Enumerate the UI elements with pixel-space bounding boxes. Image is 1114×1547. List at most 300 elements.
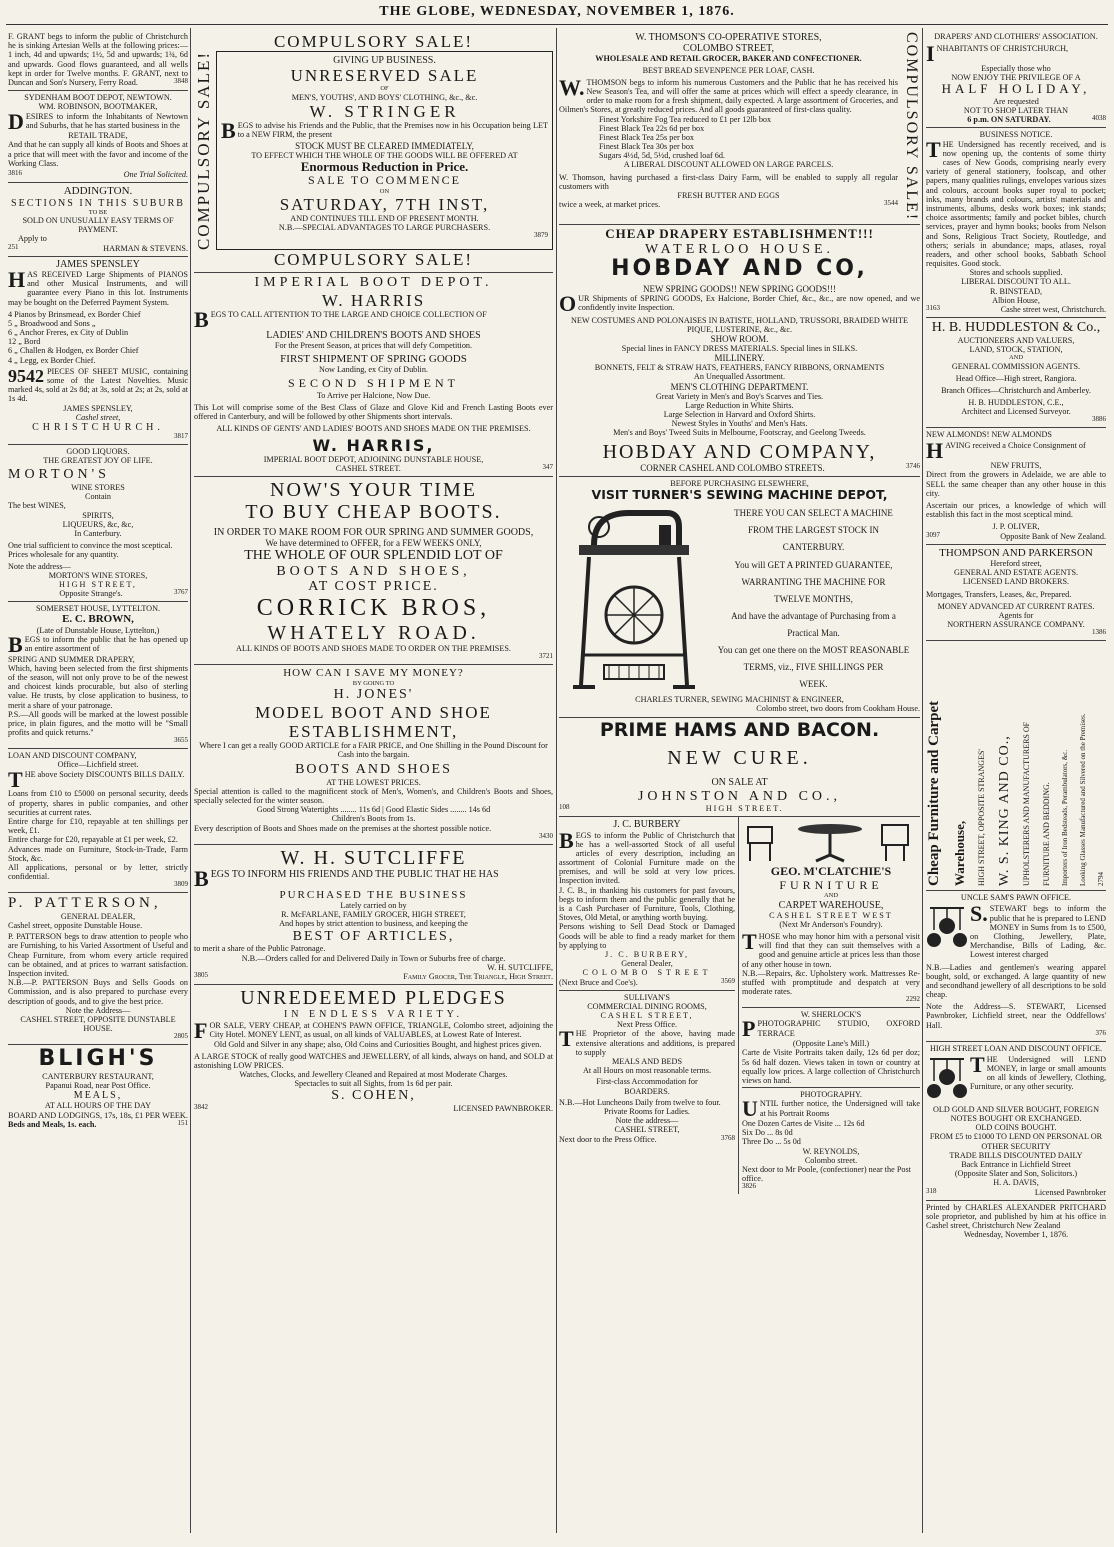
ad-address: Head Office—High street, Rangiora. <box>955 373 1077 383</box>
ad-line: Office—Lichfield street. <box>57 760 139 770</box>
ad-subheading: WHOLESALE AND RETAIL GROCER, BAKER AND CONFECTIONER. <box>595 54 862 64</box>
ad-name: WHATELY ROAD. <box>267 621 480 644</box>
ad-line: UNRESERVED SALE <box>290 66 479 86</box>
pawnbroker-balls-icon <box>926 1055 970 1105</box>
ad-line: BEST BREAD SEVENPENCE PER LOAF, CASH. <box>642 65 815 75</box>
ad-heading: IMPERIAL BOOT DEPOT. <box>254 275 493 291</box>
list-item: Finest Black Tea 22s 6d per box <box>599 123 705 133</box>
ad-huddleston <box>926 318 1106 428</box>
ad-number: 151 <box>177 1118 188 1127</box>
ad-subheading: THE GREATEST JOY OF LIFE. <box>43 456 153 466</box>
ad-address: CASHEL STREET WEST <box>769 910 893 920</box>
ad-number: 4038 <box>1091 114 1106 123</box>
column-1 <box>8 30 188 1535</box>
ad-line: AT THE LOWEST PRICES. <box>326 777 421 787</box>
ad-address: Colombo street. <box>804 1155 858 1165</box>
ad-line: A LIBERAL DISCOUNT ALLOWED ON LARGE PARCELS. <box>623 160 834 170</box>
ad-line: THERE YOU CAN SELECT A MACHINE <box>734 508 893 519</box>
ad-number: 3886 <box>1092 415 1106 424</box>
ad-line: AND CONTINUES TILL END OF PRESENT MONTH. <box>290 214 479 224</box>
list-item: 12 „ Bord <box>8 337 41 347</box>
ad-line: N.B.—SPECIAL ADVANTAGES TO LARGE PURCHASERS. <box>278 223 491 233</box>
ad-line: Beds and Meals, 1s. each. <box>8 1119 97 1129</box>
column-3 <box>559 30 920 1535</box>
ad-line: NEW COSTUMES AND POLONAISES IN BATISTE, HOLLAND, TRUSSORI, BRAIDED WHITE PIQUE, LUSTERINE, &c., &c. <box>570 315 909 334</box>
ad-line: MEN'S, YOUTHS', AND BOYS' CLOTHING, &c., &c. <box>291 92 478 102</box>
ad-line: PHOTOGRAPHIC STUDIO, OXFORD TERRACE <box>757 1019 920 1038</box>
list-item: 6 „ Challen & Hodgen, ex Border Chief <box>8 346 139 356</box>
ad-text: OR SALE, VERY CHEAP, at COHEN'S PAWN OFFICE, TRIANGLE, Colombo street, adjoining the City Hotel. MONEY LENT, as usual, on all kinds of VALUABLES, at Lowest Rate of Interest. <box>209 1020 553 1039</box>
imprint <box>926 1201 1106 1243</box>
ad-address: Cashel street, opposite Dunstable House. <box>8 921 143 931</box>
ad-line: NEW SPRING GOODS!! NEW SPRING GOODS!!! <box>643 284 836 295</box>
ad-text: J. C. B., in thanking his customers for past favours, begs to inform them and the public generally that he is a Cash Purchaser of Furniture, Tools, Clothing, Stoves, Old Metal, or anything worth buying. <box>559 885 735 923</box>
ad-number: 251 <box>8 242 19 251</box>
ad-line: HALF HOLIDAY, <box>941 81 1091 97</box>
ad-grant <box>8 30 188 91</box>
ad-text: HE above Society DISCOUNTS BILLS DAILY. <box>24 769 185 779</box>
ad-heading: UNCLE SAM'S PAWN OFFICE. <box>960 893 1072 903</box>
ad-line: ESTABLISHMENT, <box>288 721 459 741</box>
ad-name: J. C. BURBERY <box>613 819 681 831</box>
ad-text: EGS TO CALL ATTENTION TO THE LARGE AND CHOICE COLLECTION OF <box>210 309 487 319</box>
ad-line: (Opposite Slater and Son, Solicitors.) <box>954 1169 1078 1179</box>
ad-address: HIGH STREET, <box>59 579 137 589</box>
ad-address: Cashe street west, Christchurch. <box>1000 305 1106 315</box>
ad-number: 347 <box>542 462 553 471</box>
ad-morton <box>8 445 188 602</box>
ad-line: TERMS, viz., FIVE SHILLINGS PER <box>743 662 884 673</box>
ad-number: 3817 <box>174 432 188 441</box>
piano-list <box>8 310 188 365</box>
ad-line: LADIES' AND CHILDREN'S BOOTS AND SHOES <box>266 329 481 341</box>
ad-line: And have the advantage of Purchasing from a <box>731 610 896 621</box>
ad-line: AT COST PRICE. <box>308 579 439 595</box>
ad-name: SULLIVAN'S <box>624 992 670 1002</box>
column-2 <box>194 30 553 1535</box>
ad-address: MORTON'S WINE STORES, <box>48 570 148 580</box>
ad-line: NEW FRUITS, <box>990 461 1042 471</box>
ad-line: MEALS AND BEDS <box>611 1057 683 1067</box>
ad-text: EGS TO INFORM HIS FRIENDS AND THE PUBLIC THAT HE HAS <box>210 869 499 880</box>
ad-subheading: GENERAL DEALER, <box>60 911 136 921</box>
ad-address: COLOMBO STREET <box>582 968 712 978</box>
ad-line: Note the address— <box>8 561 71 571</box>
ad-text: STEWART begs to inform the public that he is prepared to LEND MONEY in Sums from 1s to £500, on Clothing, Jewellery, Plate, Merchandise, Bills of Lading, &c. Lowest interest charged <box>970 904 1106 960</box>
ad-line: Now Landing, ex City of Dublin. <box>319 365 428 375</box>
ad-vertical-line: Warehouse, <box>952 821 968 887</box>
ad-text: HE Undersigned will LEND MONEY, in large or small amounts on all kinds of Jewellery, Clothing, Furniture, or any other security. <box>970 1054 1106 1092</box>
ad-text: ESIRES to inform the Inhabitants of Newtown and Suburbs, that he has started business in the <box>25 111 188 130</box>
ad-cohen: UNREDEEMED PLEDGES IN ENDLESS VARIETY. FOR SALE, VERY CHEAP, at COHEN'S PAWN OFFICE, TRIANGLE, Colombo street, adjoining the City Hotel. MONEY LENT, as usual, on all kinds of VALUABLES, at Lowest Rate of Interest. Old Gold and Silver in any shape; also, Old Coins and Curiosities Bought, and highest prices given. A LARGE STOCK of really good WATCHES and JEWELLERY, of all kinds, always on hand, and SOLD at astonishing LOW PRICES. Watches, Clocks, and Jewellery Cleaned and Repaired at most Moderate Charges. Spectacles to suit all Sights, from 1s 6d per pair. S. COHEN, 3842 LICENSED PAWNBROKER. <box>194 987 553 1114</box>
ad-line: WINE STORES <box>71 483 125 492</box>
ad-heading: VISIT TURNER'S SEWING MACHINE DEPOT, <box>591 487 888 503</box>
ad-heading: COMPULSORY SALE! <box>273 250 474 270</box>
ad-text: HE Undersigned has recently received, and is now opening up, the contents of some thirty cases of New Goods, comprising nearly every variety of general stationery, foolscap, and other papers, many qualities rulings, envelopes various sizes and colours, account books super royal to pocket; inks, many brands and colours, artists' materials and instruments, albums, desks work boxes; ink stands; choice assortments; family and pocket bibles, church services, prayer and hymn books; books from Nelson and Sons, Religious Tract Society, Routledge, and others; serials in abundance; maps, atlases, royal readers, and other school books, Sabbath School requisites. Good stock. <box>926 139 1106 269</box>
ad-line: WEEK. <box>799 679 828 690</box>
ad-line: At all Hours on most reasonable terms. <box>582 1066 712 1076</box>
ad-king <box>926 641 1106 891</box>
ad-loan: LOAN AND DISCOUNT COMPANY, Office—Lichfield street. THE above Society DISCOUNTS BILLS DAILY. Loans from £10 to £5000 on personal security, deeds of property, shares in public companies, and other securities at current rates. Entire charge for £10, repayable at ten shillings per week, £1. Entire charge for £20, repayable at £1 per week, £2. Advances made on Furniture, Stock-in-Trade, Farm Stock, &c. All applications, personal or by letter, strictly confidential. 3809 <box>8 749 188 893</box>
price-row: Three Do ... 5s 0d <box>742 1137 801 1147</box>
ad-line: Spectacles to suit all Sights, from 1s 6d per pair. <box>294 1079 453 1089</box>
ad-name: S. COHEN, <box>331 1088 416 1104</box>
ad-number: 108 <box>559 803 570 812</box>
ad-subheading: IN ENDLESS VARIETY. <box>283 1009 464 1021</box>
ad-line: ALL KINDS OF GENTS' AND LADIES' BOOTS AND SHOES MADE ON THE PREMISES. <box>216 424 531 434</box>
ad-turner <box>559 477 920 718</box>
ad-davis: HIGH STREET LOAN AND DISCOUNT OFFICE. THE Undersigned will LEND MONEY, in large or small amounts on all kinds of Jewellery, Clothing, Furniture, or any other security. OLD GOLD AND SILVER BOUGHT, FOREIGN NOTES BOUGHT OR EXCHANGED. OLD COINS BOUGHT. FROM £5 to £1000 TO LEND ON PERSONAL OR OTHER SECURITY TRADE BILLS DISCOUNTED DAILY Back Entrance in Lichfield Street (Opposite Slater and Son, Solicitors.) H. A. DAVIS, 318 Licensed Pawnbroker <box>926 1042 1106 1201</box>
ad-address: CORNER CASHEL AND COLOMBO STREETS. <box>640 463 825 474</box>
ad-name: GEO. M'CLATCHIE'S <box>770 864 892 879</box>
column-4 <box>926 30 1106 1535</box>
ad-name: HOBDAY AND COMPANY, <box>602 440 877 463</box>
ad-heading: SYDENHAM BOOT DEPOT, NEWTOWN. <box>24 93 172 103</box>
ad-name: HOBDAY AND CO, <box>611 256 868 282</box>
ad-name: H. JONES' <box>333 686 414 702</box>
ad-number: 2805 <box>174 1032 188 1041</box>
ad-line: Note the address— <box>615 1116 679 1126</box>
ad-line: R. McFARLANE, FAMILY GROCER, HIGH STREET, <box>281 910 466 920</box>
ad-footer: Family Grocer, The Triangle, High Street. <box>403 971 553 981</box>
ad-number: 1386 <box>1092 628 1106 637</box>
ad-text: HOSE who may honor him with a personal visit will find that they can suit themselves with a good and genuine article at prices less than those of any other house in town. <box>742 932 920 969</box>
ad-line: NORTHERN ASSURANCE COMPANY. <box>947 620 1085 630</box>
ad-line: SHOW ROOM. <box>710 333 769 344</box>
ad-heading: HOW CAN I SAVE MY MONEY? <box>283 667 464 680</box>
ad-hobday: CHEAP DRAPERY ESTABLISHMENT!!! WATERLOO HOUSE. HOBDAY AND CO, NEW SPRING GOODS!! NEW SPRING GOODS!!! OUR Shipments of SPRING GOODS, Ex Halcione, Border Chief, &c., &c., are now opened, and we confidently invite Inspection. NEW COSTUMES AND POLONAISES IN BATISTE, HOLLAND, TRUSSORI, BRAIDED WHITE PIQUE, LUSTERINE, &c., &c. SHOW ROOM. Special lines in FANCY DRESS MATERIALS. Special lines in SILKS. MILLINERY. BONNETS, FELT & STRAW HATS, FEATHERS, FANCY RIBBONS, ORNAMENTS An Unequalled Assortment. MEN'S CLOTHING DEPARTMENT. Great Variety in Men's and Boy's Scarves and Ties. Large Reduction in White Shirts. Large Selection in Harvard and Oxford Shirts. Newest Styles in Youths' and Men's Hats. Men's and Boys' Tweed Suits in Melbourne, Footscray, and Geelong Tweeds. HOBDAY AND COMPANY, CORNER CASHEL AND COLOMBO STREETS. 3746 <box>559 225 920 477</box>
ad-text: Old Gold and Silver in any shape; also, Old Coins and Curiosities Bought, and highest prices given. <box>214 1040 542 1050</box>
ad-line: LAND, STOCK, STATION, <box>969 345 1063 355</box>
ad-line: Agents for <box>998 611 1034 621</box>
ad-address: Hereford street, <box>990 559 1042 569</box>
ad-line: Contain <box>85 492 111 502</box>
ad-text: Which, having been selected from the first shipments of the season, will not only prove to be of the newest and choicest kinds procurable, but also of sterling value. He trusts, by close application to business, to merit a share of your patronage. <box>8 663 188 710</box>
ad-line: NEW CURE. <box>667 746 812 769</box>
ad-vertical-line: W. S. KING AND CO., <box>997 735 1013 887</box>
list-item: SPIRITS, <box>82 510 114 520</box>
ad-line: 6 p.m. ON SATURDAY. <box>967 115 1051 125</box>
ad-line: THE WHOLE OF OUR SPLENDID LOT OF <box>244 548 503 563</box>
ad-line: (Next Mr Anderson's Foundry). <box>779 919 883 929</box>
ad-heading: UNREDEEMED PLEDGES <box>240 987 507 1010</box>
ad-text: Note the Address—S. STEWART, Licensed Pawnbroker, Lichfield street, near the Oddfellows' Hall. <box>926 1002 1106 1030</box>
ad-line: Cashel street, <box>75 412 121 422</box>
ad-line: Next Press Office. <box>616 1020 678 1030</box>
ad-line: BY GOING TO <box>352 679 395 687</box>
ad-vertical-line: Importers of Iron Bedsteads, Perambulators, &c. <box>1060 750 1069 887</box>
ad-text: This Lot will comprise some of the Best Class of Glaze and Glove Kid and French Lasting Boots ever offered in Canterbury, and will be followed by other Shipments short intervals. <box>194 403 553 422</box>
ad-johnston <box>559 718 920 818</box>
furniture-illustration <box>742 819 920 865</box>
ad-number: 3430 <box>539 831 553 840</box>
ad-line: NOW ENJOY THE PRIVILEGE OF A <box>951 73 1081 83</box>
ad-line: IN ORDER TO MAKE ROOM FOR OUR SPRING AND SUMMER GOODS, <box>213 526 534 538</box>
ad-text: Loans from £10 to £5000 on personal security, deeds of property, shares in public companies, and other securities at current rates. <box>8 789 188 817</box>
ad-text: Entire charge for £10, repayable at ten shillings per week, £1. <box>8 816 188 836</box>
ad-line: Note the Address— <box>65 1005 131 1015</box>
ad-oliver: NEW ALMONDS! NEW ALMONDS HAVING received a Choice Consignment of NEW FRUITS, Direct from the growers in Adelaide, we are able to SELL the same cheaper than any other house in this city. Ascertain our prices, a knowledge of which will establish this fact in the most sceptical mind. J. P. OLIVER, 3097 Opposite Bank of New Zealand. <box>926 428 1106 544</box>
ad-subheading: COMMERCIAL DINING ROOMS, <box>587 1001 707 1011</box>
ad-line: RETAIL TRADE, <box>68 131 128 141</box>
ad-number: 3746 <box>906 462 920 471</box>
ad-line: Stores and schools supplied. <box>969 268 1063 278</box>
ad-line: To Arrive per Halcione, Now Due. <box>316 390 431 400</box>
ad-text: A LARGE STOCK of really good WATCHES and JEWELLERY, of all kinds, always on hand, and SOLD at astonishing LOW PRICES. <box>194 1051 553 1070</box>
ad-name: WM. ROBINSON, BOOTMAKER, <box>38 102 158 112</box>
ad-line: MODEL BOOT AND SHOE <box>255 702 492 722</box>
ad-name: W. SHERLOCK'S <box>800 1010 862 1020</box>
ad-footer: One Trial Solicited. <box>123 170 188 180</box>
ad-line: MILLINERY. <box>714 353 765 364</box>
list-item: 4 „ Legg, ex Border Chief. <box>8 355 96 365</box>
ad-number: 3097 <box>926 530 940 539</box>
ad-text: Special attention is called to the magnificent stock of Men's, Women's, and Children's Boots and Shoes, specially selected for the winter season. <box>194 786 553 806</box>
ad-heading: ADDINGTON. <box>63 185 133 198</box>
list-item: Finest Yorkshire Fog Tea reduced to £1 per 12lb box <box>599 114 772 124</box>
ad-side-banner: COMPULSORY SALE! <box>903 32 920 222</box>
ad-spensley: JAMES SPENSLEY HAS RECEIVED Large Shipments of PIANOS and other Musical Instruments, and will guarantee every Piano in this lot. Instruments may be bought on the Deferred Payment System. 4 Pianos by Brinsmead, ex Border Chief 5 „ Broadwood and Sons „ 6 „ Anchor Freres, ex City of Dublin 12 „ Bord 6 „ Challen & Hodgen, ex Border Chief 4 „ Legg, ex Border Chief. 9542 PIECES OF SHEET MUSIC, containing some of the Latest Novelties. Music marked 4s, sold at 2s 8d; at 3s, sold at 2s; at 2s, sold at 1s 4d. JAMES SPENSLEY, Cashel street, CHRISTCHURCH. 3817 <box>8 257 188 445</box>
ad-line: LICENSED LAND BROKERS. <box>962 577 1070 587</box>
ad-line: BOARDERS. <box>624 1086 670 1096</box>
ad-line: MEN'S CLOTHING DEPARTMENT. <box>670 381 809 392</box>
list-item: 5 „ Broadwood and Sons „ <box>8 318 96 328</box>
ad-signature: CHARLES TURNER, SEWING MACHINIST & ENGINEER, <box>635 695 844 705</box>
ad-line: TO EFFECT WHICH THE WHOLE OF THE GOODS WILL BE OFFERED AT <box>251 150 518 160</box>
ad-signature: W. H. SUTCLIFFE, <box>487 962 553 972</box>
ad-heading: TO BUY CHEAP BOOTS. <box>245 501 502 524</box>
ad-heading: SOMERSET HOUSE, LYTTELTON. <box>35 604 161 614</box>
list-item: Sugars 4½d, 5d, 5½d, crushed loaf 6d. <box>599 151 725 161</box>
ad-line: Watches, Clocks, and Jewellery Cleaned and Repaired at most Moderate Charges. <box>239 1070 508 1080</box>
ad-text: Advances made on Furniture, Stock-in-Trade, Farm Stock, &c. <box>8 844 188 863</box>
ad-number: 376 <box>1095 1028 1106 1037</box>
ad-line: GIVING UP BUSINESS. <box>333 55 436 67</box>
ad-line: ALL KINDS OF BOOTS AND SHOES MADE TO ORDER ON THE PREMISES. <box>236 644 511 654</box>
ad-text: Direct from the growers in Adelaide, we are able to SELL the same cheaper than any other house in this city. <box>926 470 1106 498</box>
ad-patterson <box>8 893 188 1045</box>
ad-signature: H. A. DAVIS, <box>993 1178 1039 1188</box>
ad-heading: PHOTOGRAPHY. <box>742 1087 920 1099</box>
ad-text: N.B.—Repairs, &c. Upholstery work. Mattresses Re-stuffed with promptitude and despatch at very moderate rates. <box>742 968 920 997</box>
ad-name: MORTON'S <box>8 467 110 483</box>
ad-thompson <box>926 545 1106 641</box>
ad-number: 2794 <box>1097 872 1106 887</box>
ad-line: AND <box>1008 354 1024 362</box>
column-rule <box>922 28 923 1533</box>
ad-heading: DRAPERS' AND CLOTHIERS' ASSOCIATION. <box>934 32 1098 41</box>
ad-address: CASHEL STREET. <box>335 463 401 473</box>
ad-line: FIRST SHIPMENT OF SPRING GOODS <box>280 352 467 365</box>
ad-heading: PRIME HAMS AND BACON. <box>599 718 880 741</box>
ad-text: And that he can supply all kinds of Boots and Shoes at a price that will meet with the favor and income of the Working Class. <box>8 140 188 168</box>
ad-line: TWELVE MONTHS, <box>774 593 853 604</box>
ad-harris: IMPERIAL BOOT DEPOT. W. HARRIS BEGS TO CALL ATTENTION TO THE LARGE AND CHOICE COLLECTION OF LADIES' AND CHILDREN'S BOOTS AND SHOES For the Present Season, at prices that will defy Competition. FIRST SHIPMENT OF SPRING GOODS Now Landing, ex City of Dublin. SECOND SHIPMENT To Arrive per Halcione, Now Due. This Lot will comprise some of the Best Class of Glaze and Glove Kid and French Lasting Boots ever offered in Canterbury, and will be followed by other Shipments short intervals. ALL KINDS OF GENTS' AND LADIES' BOOTS AND SHOES MADE ON THE PREMISES. W. HARRIS, IMPERIAL BOOT DEPOT, ADJOINING DUNSTABLE HOUSE, CASHEL STREET. 347 <box>194 273 553 477</box>
ad-heading: BUSINESS NOTICE. <box>979 130 1053 140</box>
ad-number-large: 9542 <box>8 365 44 386</box>
ad-signature: W. REYNOLDS, <box>802 1146 860 1156</box>
ad-text: N.B.—Ladies and gentlemen's wearing apparel bought, sold, or exchanged. A large quantity of new and secondhand jewellery of all descriptions to be sold cheap. <box>926 962 1106 1000</box>
ad-line: GENERAL AND ESTATE AGENTS. <box>953 568 1079 578</box>
ad-heading: CHEAP DRAPERY ESTABLISHMENT!!! <box>605 226 874 242</box>
ad-line: Private Rooms for Ladies. <box>604 1106 690 1116</box>
ad-line: SECTIONS IN THIS SUBURB <box>11 197 185 209</box>
ad-line: Great Variety in Men's and Boy's Scarves and Ties. <box>655 391 824 401</box>
ad-number: 3767 <box>174 588 188 597</box>
ad-line: Special lines in FANCY DRESS MATERIALS. Special lines in SILKS. <box>621 343 858 353</box>
ad-bligh <box>8 1045 188 1132</box>
ad-text: All applications, personal or by letter, strictly confidential. <box>8 862 188 882</box>
ad-thomson: W. THOMSON'S CO-OPERATIVE STORES, COLOMBO STREET, WHOLESALE AND RETAIL GROCER, BAKER AND CONFECTIONER. BEST BREAD SEVENPENCE PER LOAF, CASH. W. THOMSON begs to inform his numerous Customers and the Public that he has received his New Season's Tea, and will offer the same at prices which will effect a speedy clearance, in order to make room for a fresh shipment, daily expected. A large assortment of Groceries, and Oilmen's Stores, at greatly reduced prices. And all goods guaranteed of first-class quality. Finest Yorkshire Fog Tea reduced to £1 per 12lb box Finest Black Tea 22s 6d per box Finest Black Tea 25s per box Finest Black Tea 30s per box Sugars 4½d, 5d, 5½d, crushed loaf 6d. A LIBERAL DISCOUNT ALLOWED ON LARGE PARCELS. W. Thomson, having purchased a first-class Dairy Farm, will be enabled to supply all regular customers with FRESH BUTTER AND EGGS twice a week, at market prices. 3544 COMPULSORY SALE! <box>559 30 920 225</box>
ad-signature: H. B. HUDDLESTON, C.E., <box>968 398 1064 408</box>
ad-heading: GOOD LIQUORS. <box>66 446 130 456</box>
ad-number: 3826 <box>742 1182 756 1191</box>
ad-side-banner: COMPULSORY SALE! <box>194 51 213 251</box>
ad-line: Men's and Boys' Tweed Suits in Melbourne, Footscray, and Geelong Tweeds. <box>613 428 866 438</box>
ad-number: 3721 <box>539 652 553 661</box>
list-item: Finest Black Tea 30s per box <box>599 142 695 152</box>
ad-line: Licensed Pawnbroker <box>1034 1187 1106 1197</box>
ad-signature: J. C. BURBERY, <box>604 949 690 959</box>
ad-text: NHABITANTS OF CHRISTCHURCH, <box>936 44 1069 54</box>
list-item: 4 Pianos by Brinsmead, ex Border Chief <box>8 309 141 319</box>
ad-line: Practical Man. <box>787 627 840 638</box>
ad-line: CARPET WAREHOUSE, <box>778 899 884 911</box>
ad-number: 3805 <box>194 970 208 979</box>
ad-text: N.B.—Hot Luncheons Daily from twelve to four. <box>559 1097 721 1107</box>
ad-name: W. HARRIS <box>321 290 426 310</box>
ad-line: MEALS, <box>73 1090 123 1102</box>
ad-line: GENERAL COMMISSION AGENTS. <box>951 361 1081 371</box>
ad-line: OLD COINS BOUGHT. <box>975 1123 1057 1133</box>
ad-number: 3544 <box>884 199 898 208</box>
ad-line: Mortgages, Transfers, Leases, &c, Prepared. <box>926 589 1072 599</box>
ad-line: First-class Accommodation for <box>596 1077 698 1087</box>
list-item: 6 „ Anchor Freres, ex City of Dublin <box>8 328 129 338</box>
ad-line: AT ALL HOURS OF THE DAY <box>44 1101 152 1111</box>
ad-heading: W. THOMSON'S CO-OPERATIVE STORES, <box>635 32 822 43</box>
ad-line: CANTERBURY. <box>782 542 845 553</box>
ad-binstead: BUSINESS NOTICE. THE Undersigned has recently received, and is now opening up, the contents of some thirty cases of New Goods, comprising nearly every variety of general stationery, foolscap, and other papers, many qualities rulings, envelopes various sizes and colours, account books super royal to pocket; inks, many brands and colours, artists' materials and instruments, albums, desks work boxes; ink stands; choice assortments; family and pocket bibles, church services, prayer and hymn books; books from Nelson and Sons, Religious Tract Society, Routledge, and others; serials in abundance; maps, atlases, royal readers, and other school books, Sabbath School requisites. Good stock. Stores and schools supplied. LIBERAL DISCOUNT TO ALL. R. BINSTEAD, Albion House, 3163 Cashe street west, Christchurch. <box>926 128 1106 318</box>
ad-line: (Next Bruce and Coe's). <box>559 977 638 987</box>
ad-sutcliffe: W. H. SUTCLIFFE BEGS TO INFORM HIS FRIENDS AND THE PUBLIC THAT HE HAS PURCHASED THE BUSINESS Lately carried on by R. McFARLANE, FAMILY GROCER, HIGH STREET, And hopes by strict attention to business, and keeping the BEST OF ARTICLES, to merit a share of the Public Patronage. N.B.—Orders called for and Delivered Daily in Town or Suburbs free of charge. W. H. SUTCLIFFE, 3805 Family Grocer, The Triangle, High Street. <box>194 845 553 985</box>
ad-signature: W. HARRIS, <box>312 435 435 455</box>
ad-address: COLOMBO STREET, <box>683 43 774 55</box>
ad-signature: R. BINSTEAD, <box>989 286 1043 296</box>
ad-line: Architect and Licensed Surveyor. <box>961 407 1071 417</box>
ad-text: Where I can get a really GOOD ARTICLE for a FAIR PRICE, and One Shilling in the Pound Discount for Cash into the bargain. <box>199 740 548 759</box>
ad-text: Ascertain our prices, a knowledge of which will establish this fact in the most sceptical mind. <box>926 501 1106 520</box>
price-row: One Dozen Cartes de Visite ... 12s 6d <box>742 1119 865 1129</box>
ad-text: W. Thomson, having purchased a first-class Dairy Farm, will be enabled to supply all regular customers with <box>559 172 898 191</box>
ad-heading: COMPULSORY SALE! <box>273 32 474 51</box>
ad-line: OLD GOLD AND SILVER BOUGHT, FOREIGN NOTES BOUGHT OR EXCHANGED. <box>932 1104 1100 1124</box>
ad-sydenham: SYDENHAM BOOT DEPOT, NEWTOWN. WM. ROBINSON, BOOTMAKER, DESIRES to inform the Inhabitants of Newtown and Suburbs, that he has started business in the RETAIL TRADE, And that he can supply all kinds of Boots and Shoes at a price that will meet with the favor and income of the Working Class. 3816 One Trial Solicited. <box>8 91 188 183</box>
ad-text: P. PATTERSON begs to draw attention to people who are Furnishing, to his Varied Assortment of Useful and Cheap Furniture, from whom every article required can be obtained, and at prices to warrant satisfaction. Inspection invited. <box>8 932 188 979</box>
ad-signature: J. P. OLIVER, <box>992 522 1040 532</box>
price-row: Six Do ... 8s 0d <box>742 1128 793 1138</box>
ad-line: We have determined to OFFER, for a FEW WEEKS ONLY, <box>265 537 482 548</box>
ad-line: BONNETS, FELT & STRAW HATS, FEATHERS, FANCY RIBBONS, ORNAMENTS <box>594 363 885 373</box>
ad-line: TO BE <box>88 208 108 216</box>
ad-burbery: J. C. BURBERY BEGS to inform the Public of Christchurch that he has a well-assorted Stock of all useful articles of every description, including an assortment of Colonial Furniture made on the premises, and will be sold at very low prices. Inspection invited. J. C. B., in thanking his customers for past favours, begs to inform them and the public generally that he is a Cash Purchaser of Furniture, Tools, Clothing, Stoves, Old Metal, or anything worth buying. Persons wishing to Sell Dead Stock or Damaged Goods will be able to find a ready market for them by applying to J. C. BURBERY, General Dealer, COLOMBO STREET (Next Bruce and Coe's). 3569 <box>559 817 735 990</box>
column-rule <box>190 28 191 1533</box>
ad-address: CASHEL STREET, OPPOSITE DUNSTABLE HOUSE. <box>20 1014 176 1034</box>
ad-vertical-line: HIGH STREET, OPPOSITE STRANGES' <box>977 749 986 887</box>
ad-text: Every description of Boots and Shoes made on the premises at the shortest possible notice. <box>194 823 492 833</box>
split-row <box>559 817 920 1194</box>
ad-stringer: COMPULSORY SALE! COMPULSORY SALE! GIVING UP BUSINESS. UNRESERVED SALE OF MEN'S, YOUTHS', AND BOYS' CLOTHING, &c., &c. W. STRINGER BEGS to advise his Friends and the Public, that the Premises now in his Occupation being LET to a NEW FIRM, the present STOCK MUST BE CLEARED IMMEDIATELY, TO EFFECT WHICH THE WHOLE OF THE GOODS WILL BE OFFERED AT Enormous Reduction in Price. SALE TO COMMENCE ON SATURDAY, 7TH INST, AND CONTINUES TILL END OF PRESENT MONTH. N.B.—SPECIAL ADVANTAGES TO LARGE PURCHASERS. 3879 COMPULSORY SALE! <box>194 30 553 273</box>
list-item: In Canterbury. <box>74 528 122 538</box>
ad-name: JOHNSTON AND CO., <box>637 788 842 804</box>
ad-line: CHRISTCHURCH. <box>32 421 164 433</box>
ad-line: (Late of Dunstable House, Lyttelton,) <box>36 625 160 635</box>
list-item: The best WINES, <box>8 501 66 511</box>
ad-name: THOMPSON AND PARKERSON <box>939 546 1093 559</box>
ad-vertical-line: Cheap Furniture and Carpet <box>926 701 942 887</box>
ad-line: WARRANTING THE MACHINE FOR <box>741 576 886 587</box>
ad-line: NOT TO SHOP LATER THAN <box>963 106 1069 116</box>
ad-stewart: UNCLE SAM'S PAWN OFFICE. S. STEWART begs to inform the public that he is prepared to LEND MONEY in Sums from 1s to £500, on Clothing, Jewellery, Plate, Merchandise, Bills of Lading, &c. Lowest interest charged N.B.—Ladies and gentlemen's wearing apparel bought, sold, or exchanged. A large quantity of new and secondhand jewellery of all descriptions to be sold cheap. Note the Address—S. STEWART, Licensed Pawnbroker, Lichfield street, near the Oddfellows' Hall. 376 <box>926 891 1106 1041</box>
ad-address: HIGH STREET. <box>705 804 784 814</box>
ad-name: CORRICK BROS, <box>256 595 491 622</box>
ad-line: FROM THE LARGEST STOCK IN <box>747 525 880 536</box>
ad-line: FURNITURE <box>779 877 883 892</box>
ad-mclatchie: GEO. M'CLATCHIE'S FURNITURE AND CARPET WAREHOUSE, CASHEL STREET WEST (Next Mr Anderson's Foundry). THOSE who may honor him with a personal visit will find that they can suit themselves with a good and genuine article at prices less than those of any other house in town. N.B.—Repairs, &c. Upholstery work. Mattresses Re-stuffed with promptitude and despatch at very moderate rates. 2292 <box>742 817 920 1008</box>
ad-line: SALE TO COMMENCE <box>308 173 461 188</box>
ad-line: Next door to the Press Office. <box>559 1134 657 1144</box>
ad-address: Opposite Strange's. <box>59 589 123 599</box>
ad-text: Entire charge for £20, repayable at £1 per week, £2. <box>8 835 178 845</box>
ad-line: SATURDAY, 7TH INST, <box>279 195 490 215</box>
ad-text: F. GRANT begs to inform the public of Christchurch he is sinking Artesian Wells at the following prices:—1 inch, 4d and upwards; 1½, 5d and upwards; 1¾, 6d and upwards. Good flows guaranteed, and all wells kept in order for Twelve months. F. GRANT, next to Duncan and Son's Nursery, Ferry Road. <box>8 32 188 87</box>
ad-drapers: DRAPERS' AND CLOTHIERS' ASSOCIATION. INHABITANTS OF CHRISTCHURCH, Especially those who NOW ENJOY THE PRIVILEGE OF A HALF HOLIDAY, Are requested NOT TO SHOP LATER THAN 6 p.m. ON SATURDAY. 4038 <box>926 30 1106 128</box>
ad-line: Large Selection in Harvard and Oxford Shirts. <box>663 410 816 420</box>
ad-line: SECOND SHIPMENT <box>287 376 459 391</box>
ad-line: Back Entrance in Lichfield Street <box>961 1160 1071 1169</box>
ad-line: Enormous Reduction in Price. <box>300 158 469 174</box>
ad-line: Apply to <box>18 234 47 244</box>
ad-text: Persons wishing to Sell Dead Stock or Damaged Goods will be able to find a ready market for them by applying to <box>559 922 735 950</box>
ad-name: W. H. SUTCLIFFE <box>280 846 467 869</box>
ad-line: MONEY ADVANCED AT CURRENT RATES. <box>937 601 1095 611</box>
ad-name: E. C. BROWN, <box>62 613 134 626</box>
list-item: Finest Black Tea 25s per box <box>599 132 695 142</box>
ad-name: P. PATTERSON, <box>8 895 162 912</box>
ad-heading: HIGH STREET LOAN AND DISCOUNT OFFICE. <box>929 1043 1103 1053</box>
ad-line: FROM £5 to £1000 TO LEND ON PERSONAL OR OTHER SECURITY <box>929 1132 1103 1151</box>
ad-text: PIECES OF SHEET MUSIC, containing some of the Latest Novelties. Music marked 4s, sold at 2s 8d; at 3s, sold at 2s; at 2s, sold at 1s 4d. <box>8 366 188 404</box>
ad-name: BLIGH'S <box>38 1046 158 1072</box>
ad-text: EGS to inform the Public of Christchurch that he has a well-assorted Stock of all useful articles of every description, including an assortment of Colonial Furniture made on the premises, and will be sold at very low prices. Inspection invited. <box>559 830 735 886</box>
pawnbroker-balls-icon <box>926 904 970 959</box>
ad-line: Newest Styles in Youths' and Men's Hats. <box>671 419 808 429</box>
ad-line: ON <box>379 187 390 195</box>
ad-number: 3768 <box>721 1133 735 1142</box>
ad-text: EGS to advise his Friends and the Public, that the Premises now in his Occupation being LET to a NEW FIRM, the present <box>237 120 548 139</box>
ad-text: THOMSON begs to inform his numerous Customers and the Public that he has received his New Season's Tea, and will offer the same at prices which will effect a speedy clearance, in order to make room for a fresh shipment, daily expected. A large assortment of Groceries, and Oilmen's Stores, at greatly reduced prices. And all goods guaranteed of first-class quality. <box>559 77 898 115</box>
list-item: LIQUEURS, &c, &c, <box>62 519 134 529</box>
ad-subheading: BEFORE PURCHASING ELSEWHERE, <box>670 479 809 489</box>
ad-address: Colombo street, two doors from Cookham House. <box>756 704 920 714</box>
ad-address: CASHEL STREET, <box>614 1125 680 1135</box>
ad-line: N.B.—Orders called for and Delivered Daily in Town or Suburbs free of charge. <box>241 953 506 963</box>
ad-text: HE Proprietor of the above, having made extensive alterations and additions, is prepared to supply <box>575 1029 735 1057</box>
ad-number: 3163 <box>926 304 940 313</box>
ad-line: AND <box>823 892 839 900</box>
ad-name: JAMES SPENSLEY, <box>63 403 133 413</box>
ad-number: 318 <box>926 1186 937 1195</box>
